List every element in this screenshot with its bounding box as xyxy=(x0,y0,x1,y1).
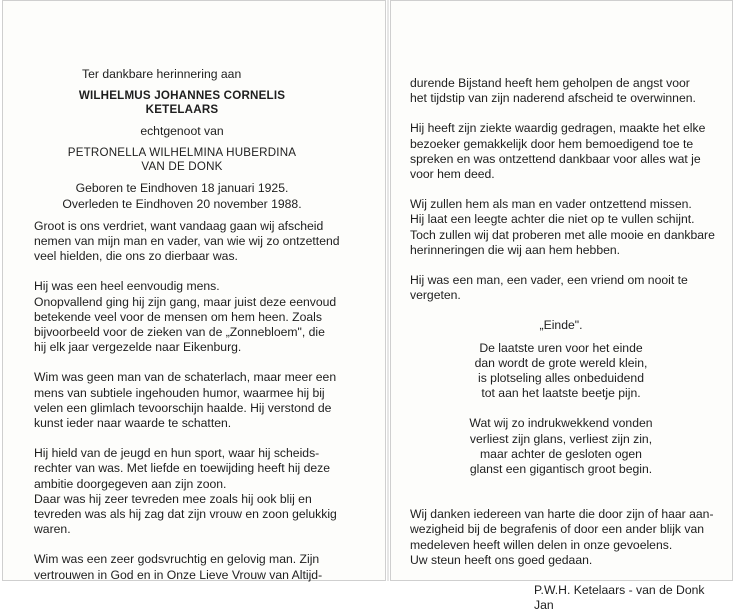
text-line: rechter van was. Met liefde en toewijding heeft hij deze xyxy=(34,461,331,476)
text-line: Daar was hij zeer tevreden mee zoals hij ook blij en xyxy=(34,491,312,506)
text-line: nemen van mijn man en vader, van wie wij zo ontzettend xyxy=(34,234,340,249)
text-line: medeleven heeft willen delen in onze gevoelens. xyxy=(410,537,673,552)
text-line: veel hielden, die ons zo dierbaar was. xyxy=(34,249,238,264)
text-line: ambitie doorgegeven aan zijn zoon. xyxy=(34,476,227,491)
text-line: betekende veel voor de mensen om hem heen. Zoals xyxy=(34,309,322,324)
paragraph-youth-sport xyxy=(34,446,337,537)
text-line: Onopvallend ging hij zijn gang, maar juist deze eenvoud xyxy=(34,294,337,309)
paragraph-never-forget xyxy=(410,273,712,303)
poem-line: Wat wij zo indrukwekkend vonden xyxy=(469,416,653,431)
text-line: Hij hield van de jeugd en hun sport, waar hij scheids- xyxy=(34,446,320,461)
text-line: mens van subtiele ingehouden humor, waarmee hij bij xyxy=(34,385,325,400)
spouse-name-line1: PETRONELLA WILHELMINA HUBERDINA xyxy=(67,146,297,160)
poem-title: „Einde". xyxy=(539,318,583,333)
poem-line: tot aan het laatste beetje pijn. xyxy=(481,386,641,401)
death-date: Overleden te Eindhoven 20 november 1988. xyxy=(62,196,302,211)
poem-stanza-2 xyxy=(410,416,712,477)
text-line: vergeten. xyxy=(410,288,461,303)
paragraph-simple-man xyxy=(34,279,337,355)
text-line: Hij laat een leegte achter die niet op te vullen schijnt. xyxy=(410,212,695,227)
right-column xyxy=(410,76,715,613)
poem-line: De laatste uren voor het einde xyxy=(479,340,643,355)
text-line: wezigheid bij de begrafenis of door een ander blijk van xyxy=(410,522,705,537)
paragraph-humor xyxy=(34,370,337,431)
paragraph-faith-continued xyxy=(410,76,712,106)
poem-line: is plotseling alles onbeduidend xyxy=(477,371,644,386)
spouse-intro: echtgenoot van xyxy=(140,124,224,139)
signature-line: Jan xyxy=(534,598,554,613)
text-line: Hij was een man, een vader, een vriend om nooit te xyxy=(410,273,688,288)
signature xyxy=(410,583,712,613)
deceased-name-line1: WILHELMUS JOHANNES CORNELIS xyxy=(78,89,286,103)
poem-line: glanst een gigantisch groot begin. xyxy=(469,462,653,477)
text-line: het tijdstip van zijn naderend afscheid te overwinnen. xyxy=(410,91,696,106)
card-fold xyxy=(387,0,389,581)
text-line: velen een glimlach tevoorschijn haalde. Hij verstond de xyxy=(34,400,332,415)
text-line: Wij danken iedereen van harte die door zijn of haar aan- xyxy=(410,507,714,522)
text-line: kunst ieder naar waarde te schatten. xyxy=(34,416,232,431)
paragraph-grief xyxy=(34,218,340,265)
text-line: Groot is ons verdriet, want vandaag gaan wij afscheid xyxy=(34,218,324,233)
deceased-name-line2: KETELAARS xyxy=(145,103,219,117)
paragraph-missing xyxy=(410,197,715,258)
poem-line: verliest zijn glans, verliest zijn zin, xyxy=(469,431,653,446)
text-line: tevreden was als hij zag dat zijn vrouw en zoon gelukkig xyxy=(34,507,337,522)
text-line: Wim was geen man van de schaterlach, maar meer een xyxy=(34,370,337,385)
text-line: bezoeker gemakkelijk door hem bemoedigend toe te xyxy=(410,136,694,151)
text-line: Toch zullen wij dat proberen met alle mooie en dankbare xyxy=(410,227,715,242)
text-line: Wij zullen hem als man en vader ontzettend missen. xyxy=(410,197,692,212)
paragraph-faith xyxy=(34,552,330,582)
text-line: hij elk jaar vergezelde naar Eikenburg. xyxy=(34,340,242,355)
poem-line: maar achter de gesloten ogen xyxy=(480,446,642,461)
text-line: voor hem deed. xyxy=(410,167,495,182)
text-line: Uw steun heeft ons goed gedaan. xyxy=(410,552,593,567)
text-line: herinneringen die wij aan hem hebben. xyxy=(410,242,621,257)
paragraph-illness xyxy=(410,121,712,182)
text-line: Hij was een heel eenvoudig mens. xyxy=(34,279,220,294)
signature-line: P.W.H. Ketelaars - van de Donk xyxy=(534,583,705,598)
text-line: bijvoorbeeld voor de zieken van de „Zonnebloem", die xyxy=(34,325,325,340)
text-line: waren. xyxy=(34,522,71,537)
text-line: Wim was een zeer godsvruchtig en gelovig man. Zijn xyxy=(34,552,320,567)
paragraph-thanks xyxy=(410,507,712,568)
birth-date: Geboren te Eindhoven 18 januari 1925. xyxy=(75,181,289,196)
text-line: vertrouwen in God en in Onze Lieve Vrouw van Altijd- xyxy=(34,567,323,582)
intro-text: Ter dankbare herinnering aan xyxy=(82,67,242,81)
text-line: Hij heeft zijn ziekte waardig gedragen, maakte het elke xyxy=(410,121,706,136)
poem-line: dan wordt de grote wereld klein, xyxy=(474,355,648,370)
text-line: spreken en was ontzettend dankbaar voor alles wat je xyxy=(410,151,701,166)
left-column xyxy=(34,67,340,583)
spouse-name-line2: VAN DE DONK xyxy=(141,160,223,174)
poem-stanza-1 xyxy=(410,341,712,402)
text-line: durende Bijstand heeft hem geholpen de angst voor xyxy=(410,76,690,90)
